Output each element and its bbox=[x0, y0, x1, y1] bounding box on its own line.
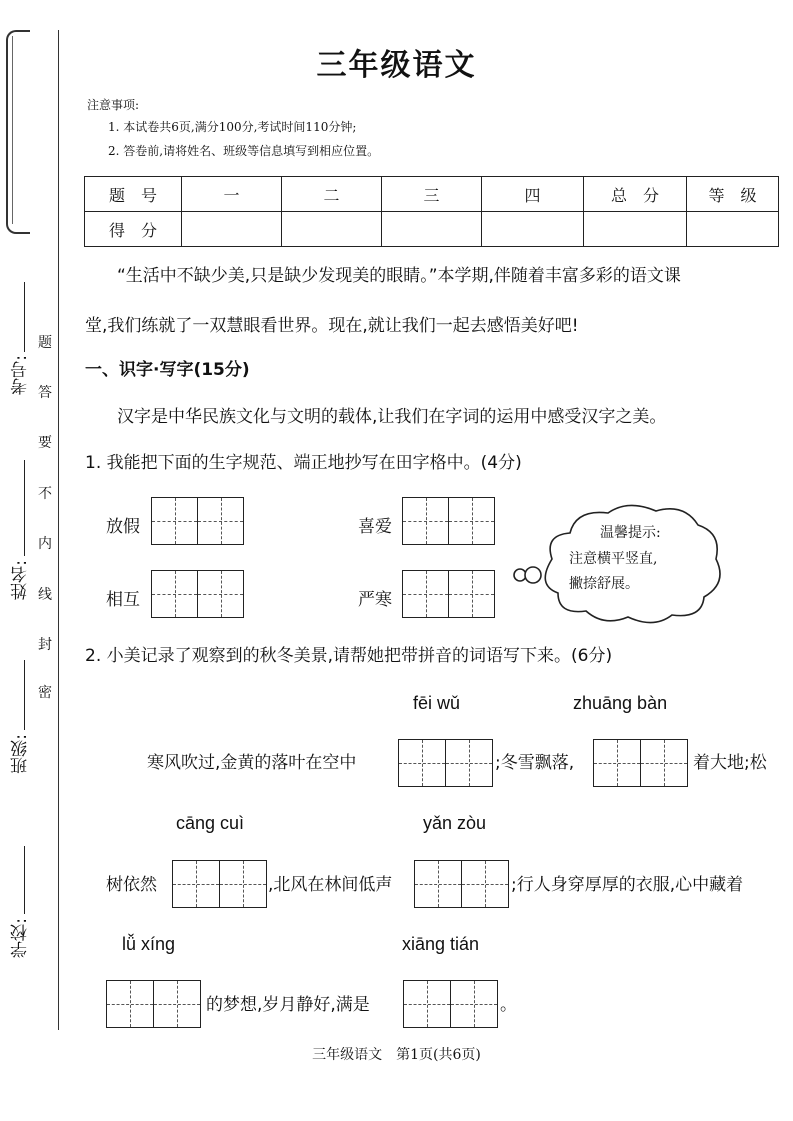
score-table-cell: 得 分 bbox=[85, 212, 182, 247]
word-label: 喜爱 bbox=[358, 517, 392, 537]
question-prompt: 1. 我能把下面的生字规范、端正地抄写在田字格中。(4分) bbox=[85, 453, 522, 473]
score-input-cell[interactable] bbox=[687, 212, 779, 247]
word-label: 严寒 bbox=[358, 590, 392, 610]
tianzige-grid[interactable] bbox=[151, 497, 244, 545]
sentence-text: 着大地;松 bbox=[693, 753, 767, 773]
score-table-cell: 总 分 bbox=[584, 177, 687, 212]
sentence-text: 的梦想,岁月静好,满是 bbox=[206, 995, 370, 1015]
notice-heading: 注意事项: bbox=[87, 98, 140, 112]
exam-no-label: 考号: bbox=[11, 355, 31, 395]
notice-item: 1. 本试卷共6页,满分100分,考试时间110分钟; bbox=[108, 120, 357, 134]
sentence-text: ,北风在林间低声 bbox=[268, 875, 393, 895]
section-intro: 汉字是中华民族文化与文明的载体,让我们在字词的运用中感受汉字之美。 bbox=[117, 407, 667, 427]
tianzige-grid[interactable] bbox=[402, 570, 495, 618]
tianzige-grid[interactable] bbox=[402, 497, 495, 545]
sentence-text: 寒风吹过,金黄的落叶在空中 bbox=[147, 753, 357, 773]
seal-char: 内 bbox=[38, 536, 52, 552]
class-field[interactable] bbox=[24, 660, 25, 730]
intro-line: 堂,我们练就了一双慧眼看世界。现在,就让我们一起去感悟美好吧! bbox=[85, 316, 579, 336]
intro-line: “生活中不缺少美,只是缺少发现美的眼睛。”本学期,伴随着丰富多彩的语文课 bbox=[117, 266, 681, 286]
school-label: 学校: bbox=[11, 918, 31, 958]
tip-text: 撇捺舒展。 bbox=[569, 576, 639, 592]
sentence-text: ;行人身穿厚厚的衣服,心中藏着 bbox=[511, 875, 744, 895]
tianzige-grid[interactable] bbox=[593, 739, 688, 787]
score-input-cell[interactable] bbox=[584, 212, 687, 247]
score-table-header-row bbox=[85, 177, 779, 212]
sentence-text: 。 bbox=[500, 995, 517, 1015]
pinyin-label: lǚ xíng bbox=[122, 934, 176, 954]
score-table-score-row bbox=[85, 212, 779, 247]
sentence-text: 树依然 bbox=[106, 875, 157, 895]
seal-char: 题 bbox=[38, 335, 52, 351]
class-label: 班级: bbox=[11, 734, 31, 774]
tianzige-grid[interactable] bbox=[414, 860, 509, 908]
seal-char: 要 bbox=[38, 435, 52, 451]
tianzige-grid[interactable] bbox=[172, 860, 267, 908]
exam-no-field[interactable] bbox=[24, 282, 25, 352]
score-input-cell[interactable] bbox=[182, 212, 282, 247]
tianzige-grid[interactable] bbox=[106, 980, 201, 1028]
tip-title: 温馨提示: bbox=[600, 525, 661, 541]
seal-char: 封 bbox=[38, 637, 52, 653]
pinyin-label: yǎn zòu bbox=[423, 813, 487, 833]
score-input-cell[interactable] bbox=[382, 212, 482, 247]
name-field[interactable] bbox=[24, 460, 25, 556]
section-heading: 一、识字·写字(15分) bbox=[85, 360, 250, 380]
score-table-cell: 一 bbox=[182, 177, 282, 212]
score-table-cell: 二 bbox=[282, 177, 382, 212]
score-table bbox=[84, 176, 779, 247]
word-label: 相互 bbox=[106, 590, 140, 610]
name-label: 姓名: bbox=[11, 560, 31, 600]
page-title: 三年级语文 bbox=[316, 48, 477, 83]
score-input-cell[interactable] bbox=[282, 212, 382, 247]
score-input-cell[interactable] bbox=[482, 212, 584, 247]
seal-char: 线 bbox=[38, 587, 52, 603]
binding-seal-line bbox=[58, 30, 59, 1030]
tianzige-grid[interactable] bbox=[151, 570, 244, 618]
seal-char: 答 bbox=[38, 385, 52, 401]
tianzige-grid[interactable] bbox=[398, 739, 493, 787]
pinyin-label: xiāng tián bbox=[402, 934, 480, 954]
sentence-text: ;冬雪飘落, bbox=[495, 753, 575, 773]
seal-char: 不 bbox=[38, 486, 52, 502]
word-label: 放假 bbox=[106, 517, 140, 537]
school-field[interactable] bbox=[24, 846, 25, 914]
question-prompt: 2. 小美记录了观察到的秋冬美景,请帮她把带拼音的词语写下来。(6分) bbox=[85, 646, 613, 666]
pinyin-label: fēi wǔ bbox=[413, 693, 461, 713]
score-table-cell: 三 bbox=[382, 177, 482, 212]
pinyin-label: zhuāng bàn bbox=[573, 693, 668, 713]
score-table-cell: 四 bbox=[482, 177, 584, 212]
notice-item: 2. 答卷前,请将姓名、班级等信息填写到相应位置。 bbox=[108, 144, 380, 158]
page-footer: 三年级语文 第1页(共6页) bbox=[312, 1047, 481, 1063]
tianzige-grid[interactable] bbox=[403, 980, 498, 1028]
score-table-cell: 等 级 bbox=[687, 177, 779, 212]
tip-text: 注意横平竖直, bbox=[569, 551, 658, 567]
score-table-cell: 题 号 bbox=[85, 177, 182, 212]
seal-char: 密 bbox=[38, 685, 52, 701]
pinyin-label: cāng cuì bbox=[176, 813, 245, 833]
